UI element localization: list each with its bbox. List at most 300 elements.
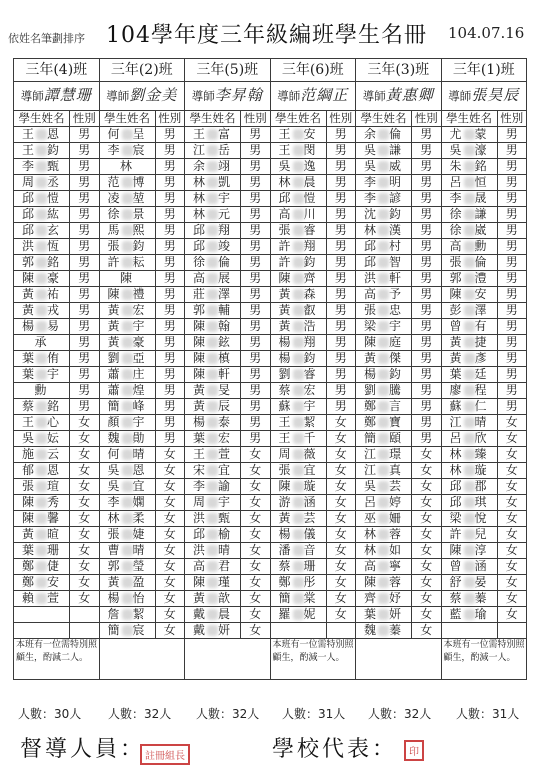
- table-row: [14, 175, 527, 191]
- student-name-text: 蘇 仁: [449, 399, 489, 413]
- redaction-mark: [122, 369, 133, 380]
- redaction-mark: [293, 481, 304, 492]
- student-name: [441, 351, 497, 367]
- redaction-mark: [464, 353, 475, 364]
- student-name: [356, 511, 412, 527]
- student-name-text: 黃 暄: [21, 527, 62, 541]
- redaction-mark: [36, 449, 47, 460]
- student-name-text: 鄭 安: [21, 575, 62, 589]
- student-gender: 女: [497, 591, 527, 607]
- student-name: [185, 575, 241, 591]
- redaction-mark: [122, 385, 133, 396]
- student-name: [270, 159, 326, 175]
- table-row: [14, 543, 527, 559]
- redaction-mark: [464, 497, 475, 508]
- student-gender: 女: [155, 591, 185, 607]
- student-gender: 男: [412, 239, 442, 255]
- redaction-mark: [464, 145, 475, 156]
- redaction-mark: [36, 369, 47, 380]
- redaction-mark: [207, 177, 218, 188]
- student-name-header: 學生姓名: [356, 111, 412, 127]
- student-name-text: 張 忠: [363, 303, 404, 317]
- student-name-text: 蔡 蓁: [449, 591, 489, 605]
- student-name-text: 郭 銘: [21, 255, 62, 269]
- teacher-cell: [185, 82, 271, 111]
- student-gender: 男: [241, 351, 271, 367]
- class-label: 三年(5)班: [185, 59, 271, 82]
- teacher-cell: [441, 82, 527, 111]
- student-name: [14, 575, 70, 591]
- redaction-mark: [464, 177, 475, 188]
- student-name-text: 楊 翔: [278, 335, 318, 349]
- student-gender: 女: [326, 447, 356, 463]
- student-name: [441, 287, 497, 303]
- redaction-mark: [464, 161, 475, 172]
- redaction-mark: [36, 529, 47, 540]
- student-name-text: 黃 芸: [278, 511, 318, 525]
- student-name: [441, 303, 497, 319]
- student-gender: 男: [70, 239, 100, 255]
- redaction-mark: [36, 593, 47, 604]
- redaction-mark: [464, 257, 475, 268]
- class-label: 三年(1)班: [441, 59, 527, 82]
- redaction-mark: [207, 465, 218, 476]
- redaction-mark: [464, 545, 475, 556]
- table-row: [14, 575, 527, 591]
- student-name: [356, 543, 412, 559]
- class-note: [99, 639, 185, 680]
- student-name-text: 簡 宸: [107, 623, 147, 637]
- redaction-mark: [464, 593, 475, 604]
- redaction-mark: [36, 353, 47, 364]
- student-name: [270, 303, 326, 319]
- student-name: [185, 175, 241, 191]
- redaction-mark: [122, 321, 133, 332]
- student-gender: 女: [155, 511, 185, 527]
- student-name-text: 李 諭: [192, 479, 233, 493]
- student-gender: 男: [412, 431, 442, 447]
- student-name-text: 曾 有: [449, 319, 489, 333]
- redaction-mark: [378, 193, 389, 204]
- redaction-mark: [207, 337, 218, 348]
- student-name-text: 蕭 庄: [107, 367, 147, 381]
- student-name-text: 張 宜: [278, 463, 318, 477]
- student-gender: 女: [412, 607, 442, 623]
- student-name-text: 陳: [119, 271, 134, 285]
- student-name: [99, 143, 155, 159]
- redaction-mark: [36, 161, 47, 172]
- student-name: [270, 415, 326, 431]
- student-name-text: 李 嫻: [107, 495, 147, 509]
- student-name: [270, 383, 326, 399]
- student-gender: 男: [326, 127, 356, 143]
- student-gender: 男: [326, 399, 356, 415]
- student-name-text: 蔡 銘: [21, 399, 62, 413]
- student-name: [185, 207, 241, 223]
- student-name-text: 邱 榆: [192, 527, 233, 541]
- student-name: [441, 415, 497, 431]
- student-name-text: 高 川: [278, 207, 318, 221]
- student-name: [14, 463, 70, 479]
- student-name-text: 陳 秀: [21, 495, 62, 509]
- student-name: [356, 303, 412, 319]
- student-name-text: 林 蓉: [363, 527, 404, 541]
- supervisor-stamp: 註冊組長: [140, 744, 190, 765]
- redaction-mark: [122, 481, 133, 492]
- student-name: [270, 543, 326, 559]
- student-name-text: 黃 盈: [107, 575, 147, 589]
- redaction-mark: [293, 577, 304, 588]
- student-gender: 女: [497, 415, 527, 431]
- student-gender: 男: [155, 159, 185, 175]
- student-name-text: 沈 鈞: [363, 207, 404, 221]
- student-name: [270, 335, 326, 351]
- student-gender: 女: [155, 495, 185, 511]
- table-row: [14, 447, 527, 463]
- redaction-mark: [293, 385, 304, 396]
- class-note: [185, 639, 271, 680]
- student-name: [270, 271, 326, 287]
- student-name: [270, 399, 326, 415]
- redaction-mark: [464, 513, 475, 524]
- table-row: [14, 271, 527, 287]
- redaction-mark: [207, 513, 218, 524]
- student-name: [441, 367, 497, 383]
- student-name-text: 陳 槙: [192, 351, 233, 365]
- student-name: [356, 399, 412, 415]
- student-name-text: 周 宇: [192, 495, 233, 509]
- student-name-text: 范 博: [107, 175, 147, 189]
- redaction-mark: [207, 225, 218, 236]
- student-gender: 女: [241, 607, 271, 623]
- student-name-text: 邱 竣: [192, 239, 233, 253]
- student-name: [14, 399, 70, 415]
- student-name: [356, 207, 412, 223]
- student-name: [99, 367, 155, 383]
- student-gender: 女: [412, 543, 442, 559]
- redaction-mark: [36, 513, 47, 524]
- redaction-mark: [36, 129, 47, 140]
- redaction-mark: [122, 257, 133, 268]
- redaction-mark: [207, 433, 218, 444]
- student-name-text: 戴 晨: [192, 607, 233, 621]
- student-name-text: 葉 珊: [21, 543, 62, 557]
- student-name-text: 高 君: [192, 559, 233, 573]
- student-gender: 女: [412, 495, 442, 511]
- redaction-mark: [464, 369, 475, 380]
- student-gender: 女: [326, 511, 356, 527]
- table-row: [14, 223, 527, 239]
- student-name: [14, 367, 70, 383]
- student-name-text: 林 凱: [192, 175, 233, 189]
- student-name-text: 許 翔: [278, 239, 318, 253]
- student-gender: 男: [155, 271, 185, 287]
- redaction-mark: [36, 401, 47, 412]
- student-name: [270, 207, 326, 223]
- student-gender: 女: [497, 431, 527, 447]
- student-gender: 女: [326, 559, 356, 575]
- student-gender: 男: [497, 335, 527, 351]
- student-gender: 男: [326, 143, 356, 159]
- student-name-text: 吳 威: [363, 159, 404, 173]
- student-name-text: 李 晟: [449, 191, 489, 205]
- redaction-mark: [293, 593, 304, 604]
- student-name: [270, 479, 326, 495]
- student-name-text: 邱 郡: [449, 479, 489, 493]
- redaction-mark: [464, 225, 475, 236]
- table-row: [14, 143, 527, 159]
- student-name-text: 張 倫: [449, 255, 489, 269]
- student-gender: [326, 623, 356, 639]
- student-name-text: 高 予: [363, 287, 404, 301]
- student-gender: 男: [155, 303, 185, 319]
- student-gender: 男: [70, 383, 100, 399]
- student-gender: 女: [70, 479, 100, 495]
- supervisor-label: 督導人員：: [20, 737, 146, 762]
- student-gender: 男: [497, 287, 527, 303]
- student-gender: 男: [155, 223, 185, 239]
- redaction-mark: [36, 257, 47, 268]
- student-name: [14, 591, 70, 607]
- student-gender: 男: [70, 143, 100, 159]
- student-name: [270, 255, 326, 271]
- student-name: [14, 223, 70, 239]
- student-name-text: 魏 勛: [107, 431, 147, 445]
- student-name-text: 尤 蒙: [449, 127, 489, 141]
- student-gender: 男: [497, 303, 527, 319]
- student-name-text: 施 云: [21, 447, 62, 461]
- redaction-mark: [378, 545, 389, 556]
- student-gender: 男: [241, 287, 271, 303]
- student-gender: 男: [497, 351, 527, 367]
- redaction-mark: [464, 209, 475, 220]
- student-name-text: 蔡 珊: [278, 559, 318, 573]
- table-row: [14, 127, 527, 143]
- student-name: [14, 431, 70, 447]
- student-gender: 男: [155, 175, 185, 191]
- class-note: [356, 639, 442, 680]
- redaction-mark: [207, 369, 218, 380]
- redaction-mark: [378, 337, 389, 348]
- student-gender: 女: [70, 495, 100, 511]
- student-gender: 女: [326, 415, 356, 431]
- student-gender: 女: [497, 575, 527, 591]
- student-name-text: 楊 怡: [107, 591, 147, 605]
- student-gender: 男: [326, 271, 356, 287]
- student-gender: 男: [412, 319, 442, 335]
- student-gender: 男: [155, 351, 185, 367]
- document-title: 104學年度三年級編班學生名冊: [106, 23, 427, 48]
- student-gender: 男: [155, 207, 185, 223]
- student-name-text: 馬 熙: [107, 223, 147, 237]
- student-gender: 男: [497, 367, 527, 383]
- redaction-mark: [293, 561, 304, 572]
- redaction-mark: [464, 321, 475, 332]
- student-name: [441, 335, 497, 351]
- student-name: [185, 303, 241, 319]
- student-name-text: 莊 澤: [192, 287, 233, 301]
- student-name-text: 陳 鉉: [192, 335, 233, 349]
- student-name: [185, 287, 241, 303]
- student-name-text: 周 薇: [278, 447, 318, 461]
- student-name: [356, 575, 412, 591]
- redaction-mark: [122, 625, 133, 636]
- redaction-mark: [293, 193, 304, 204]
- student-name-text: 林 臻: [449, 447, 489, 461]
- redaction-mark: [378, 225, 389, 236]
- student-name: [185, 527, 241, 543]
- student-name-text: 楊 鈞: [363, 367, 404, 381]
- student-name: [356, 191, 412, 207]
- student-name-text: 王 恩: [21, 127, 62, 141]
- student-name: [185, 399, 241, 415]
- student-name: [99, 223, 155, 239]
- table-row: [14, 319, 527, 335]
- student-name-text: 吳 謙: [363, 143, 404, 157]
- redaction-mark: [378, 305, 389, 316]
- student-name-text: 郭 瑩: [107, 559, 147, 573]
- redaction-mark: [293, 129, 304, 140]
- document-date: 104.07.16: [448, 24, 525, 42]
- student-gender: 男: [412, 143, 442, 159]
- redaction-mark: [207, 593, 218, 604]
- class-note: 本班有一位需特別照顧生，酌減一人。: [441, 639, 527, 680]
- redaction-mark: [464, 305, 475, 316]
- student-name: [14, 495, 70, 511]
- student-gender: 男: [412, 415, 442, 431]
- student-name: [99, 303, 155, 319]
- student-gender: 男: [70, 255, 100, 271]
- student-gender: 男: [70, 399, 100, 415]
- redaction-mark: [207, 273, 218, 284]
- student-gender: 男: [241, 191, 271, 207]
- student-gender: 男: [412, 287, 442, 303]
- table-row: [14, 287, 527, 303]
- student-name-text: 陳 蓉: [363, 575, 404, 589]
- redaction-mark: [464, 241, 475, 252]
- redaction-mark: [207, 385, 218, 396]
- redaction-mark: [122, 513, 133, 524]
- student-gender: 男: [241, 143, 271, 159]
- student-name: [185, 367, 241, 383]
- student-gender: 男: [412, 223, 442, 239]
- student-name: [185, 463, 241, 479]
- student-gender: 女: [326, 575, 356, 591]
- redaction-mark: [464, 609, 475, 620]
- redaction-mark: [378, 369, 389, 380]
- student-name: [270, 175, 326, 191]
- student-gender: 男: [412, 127, 442, 143]
- class-total: 人數：31人: [456, 707, 520, 721]
- student-name: [185, 127, 241, 143]
- student-name: [99, 511, 155, 527]
- redaction-mark: [293, 337, 304, 348]
- redaction-mark: [122, 449, 133, 460]
- student-gender: 男: [70, 319, 100, 335]
- student-gender: 男: [326, 303, 356, 319]
- redaction-mark: [36, 321, 47, 332]
- redaction-mark: [464, 417, 475, 428]
- school-rep-stamp: 印: [404, 740, 424, 761]
- student-name-text: 高 寧: [363, 559, 404, 573]
- student-name: [99, 463, 155, 479]
- student-name: [270, 591, 326, 607]
- student-gender: 男: [241, 239, 271, 255]
- student-name: [185, 351, 241, 367]
- student-name-text: 葉 宏: [192, 431, 233, 445]
- student-gender: 男: [241, 255, 271, 271]
- student-name-text: 李 諺: [363, 191, 404, 205]
- redaction-mark: [464, 465, 475, 476]
- student-name: [185, 383, 241, 399]
- student-name: [99, 351, 155, 367]
- student-name-text: 何 晴: [107, 447, 147, 461]
- redaction-mark: [464, 449, 475, 460]
- student-name: [14, 383, 70, 399]
- redaction-mark: [36, 497, 47, 508]
- redaction-mark: [122, 177, 133, 188]
- student-gender: 女: [412, 447, 442, 463]
- student-name-text: 朱 銘: [449, 159, 489, 173]
- student-name: [14, 191, 70, 207]
- student-name-text: 林 晨: [278, 175, 318, 189]
- student-name: [356, 271, 412, 287]
- student-name: [441, 543, 497, 559]
- student-name-text: 陳 翰: [192, 319, 233, 333]
- redaction-mark: [378, 401, 389, 412]
- student-name-text: 羅 妮: [278, 607, 318, 621]
- redaction-mark: [293, 513, 304, 524]
- teacher-label: 導師: [277, 89, 301, 103]
- table-row: [14, 495, 527, 511]
- redaction-mark: [122, 241, 133, 252]
- student-name: [441, 511, 497, 527]
- student-name-text: 邱 翔: [192, 223, 233, 237]
- student-name-text: 承: [34, 335, 49, 349]
- student-name: [356, 319, 412, 335]
- table-row: [14, 591, 527, 607]
- student-name: [441, 223, 497, 239]
- student-name-text: 魏 蓁: [363, 623, 404, 637]
- student-gender: 女: [326, 607, 356, 623]
- student-gender: [497, 623, 527, 639]
- student-name: [99, 175, 155, 191]
- student-gender: 女: [70, 575, 100, 591]
- student-name: [270, 319, 326, 335]
- student-name: [14, 351, 70, 367]
- table-row: [14, 207, 527, 223]
- student-name-text: 陳 禮: [107, 287, 147, 301]
- student-gender: 男: [412, 255, 442, 271]
- student-gender: 男: [326, 223, 356, 239]
- student-name: [356, 351, 412, 367]
- student-gender: 男: [497, 271, 527, 287]
- student-name-text: 郭 輔: [192, 303, 233, 317]
- student-gender: 女: [70, 415, 100, 431]
- student-name-text: 陳 豪: [21, 271, 62, 285]
- student-name-text: 郁 恩: [21, 463, 62, 477]
- student-gender: 男: [326, 255, 356, 271]
- student-name-text: 蕭 煌: [107, 383, 147, 397]
- student-name: [356, 159, 412, 175]
- student-name-text: 葉 侑: [21, 351, 62, 365]
- student-name-text: 李 宸: [107, 143, 147, 157]
- student-gender: 女: [155, 575, 185, 591]
- student-name: [441, 527, 497, 543]
- table-row: [14, 351, 527, 367]
- student-name: [185, 431, 241, 447]
- redaction-mark: [207, 497, 218, 508]
